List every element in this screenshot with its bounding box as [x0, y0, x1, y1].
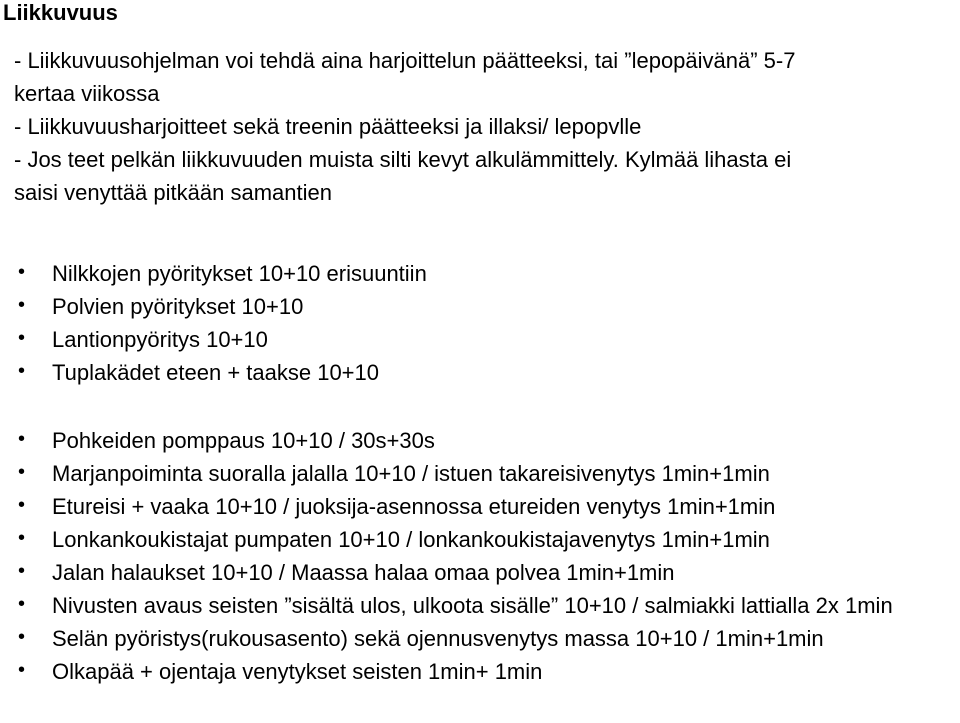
list-item-text: Nilkkojen pyöritykset 10+10 erisuuntiin	[52, 261, 427, 286]
list-item-text: Pohkeiden pomppaus 10+10 / 30s+30s	[52, 428, 435, 453]
list-item	[18, 257, 960, 290]
bullet-icon: •	[18, 261, 26, 283]
intro-paragraph	[14, 44, 944, 209]
bullet-icon: •	[18, 461, 26, 483]
page-title: Liikkuvuus	[3, 0, 118, 25]
intro-line: - Liikkuvuusharjoitteet sekä treenin päätteeksi ja illaksi/ lepopvlle	[14, 114, 642, 139]
bullet-icon: •	[18, 560, 26, 582]
list-item	[18, 424, 960, 457]
list-item	[18, 655, 960, 688]
list-item	[18, 622, 960, 655]
bullet-icon: •	[18, 428, 26, 450]
intro-line: - Liikkuvuusohjelman voi tehdä aina harjoittelun päätteeksi, tai ”lepopäivänä” 5-7	[14, 48, 796, 73]
list-item-text: Tuplakädet eteen + taakse 10+10	[52, 360, 379, 385]
list-item	[18, 290, 960, 323]
list-item-text: Lonkankoukistajat pumpaten 10+10 / lonkankoukistajavenytys 1min+1min	[52, 527, 770, 552]
list-item-text: Nivusten avaus seisten ”sisältä ulos, ulkoota sisälle” 10+10 / salmiakki lattialla 2x 1min	[52, 593, 893, 618]
intro-line: saisi venyttää pitkään samantien	[14, 180, 332, 205]
list-item-text: Etureisi + vaaka 10+10 / juoksija-asennossa etureiden venytys 1min+1min	[52, 494, 776, 519]
intro-line: - Jos teet pelkän liikkuvuuden muista silti kevyt alkulämmittely. Kylmää lihasta ei	[14, 147, 792, 172]
bullet-icon: •	[18, 360, 26, 382]
list-item-text: Selän pyöristys(rukousasento) sekä ojennusvenytys massa 10+10 / 1min+1min	[52, 626, 824, 651]
list-item	[18, 589, 960, 622]
list-item	[18, 556, 960, 589]
bullet-icon: •	[18, 659, 26, 681]
list-item	[18, 323, 960, 356]
list-item-text: Jalan halaukset 10+10 / Maassa halaa omaa polvea 1min+1min	[52, 560, 675, 585]
list-item-text: Olkapää + ojentaja venytykset seisten 1min+ 1min	[52, 659, 543, 684]
warmup-exercise-list	[18, 257, 960, 389]
bullet-icon: •	[18, 593, 26, 615]
list-item	[18, 523, 960, 556]
list-item-text: Polvien pyöritykset 10+10	[52, 294, 304, 319]
bullet-icon: •	[18, 327, 26, 349]
stretching-exercise-list	[18, 424, 960, 688]
list-item-text: Marjanpoiminta suoralla jalalla 10+10 / istuen takareisivenytys 1min+1min	[52, 461, 770, 486]
list-item	[18, 490, 960, 523]
bullet-icon: •	[18, 294, 26, 316]
list-item	[18, 457, 960, 490]
intro-line: kertaa viikossa	[14, 81, 160, 106]
list-item	[18, 356, 960, 389]
bullet-icon: •	[18, 626, 26, 648]
bullet-icon: •	[18, 494, 26, 516]
bullet-icon: •	[18, 527, 26, 549]
list-item-text: Lantionpyöritys 10+10	[52, 327, 268, 352]
